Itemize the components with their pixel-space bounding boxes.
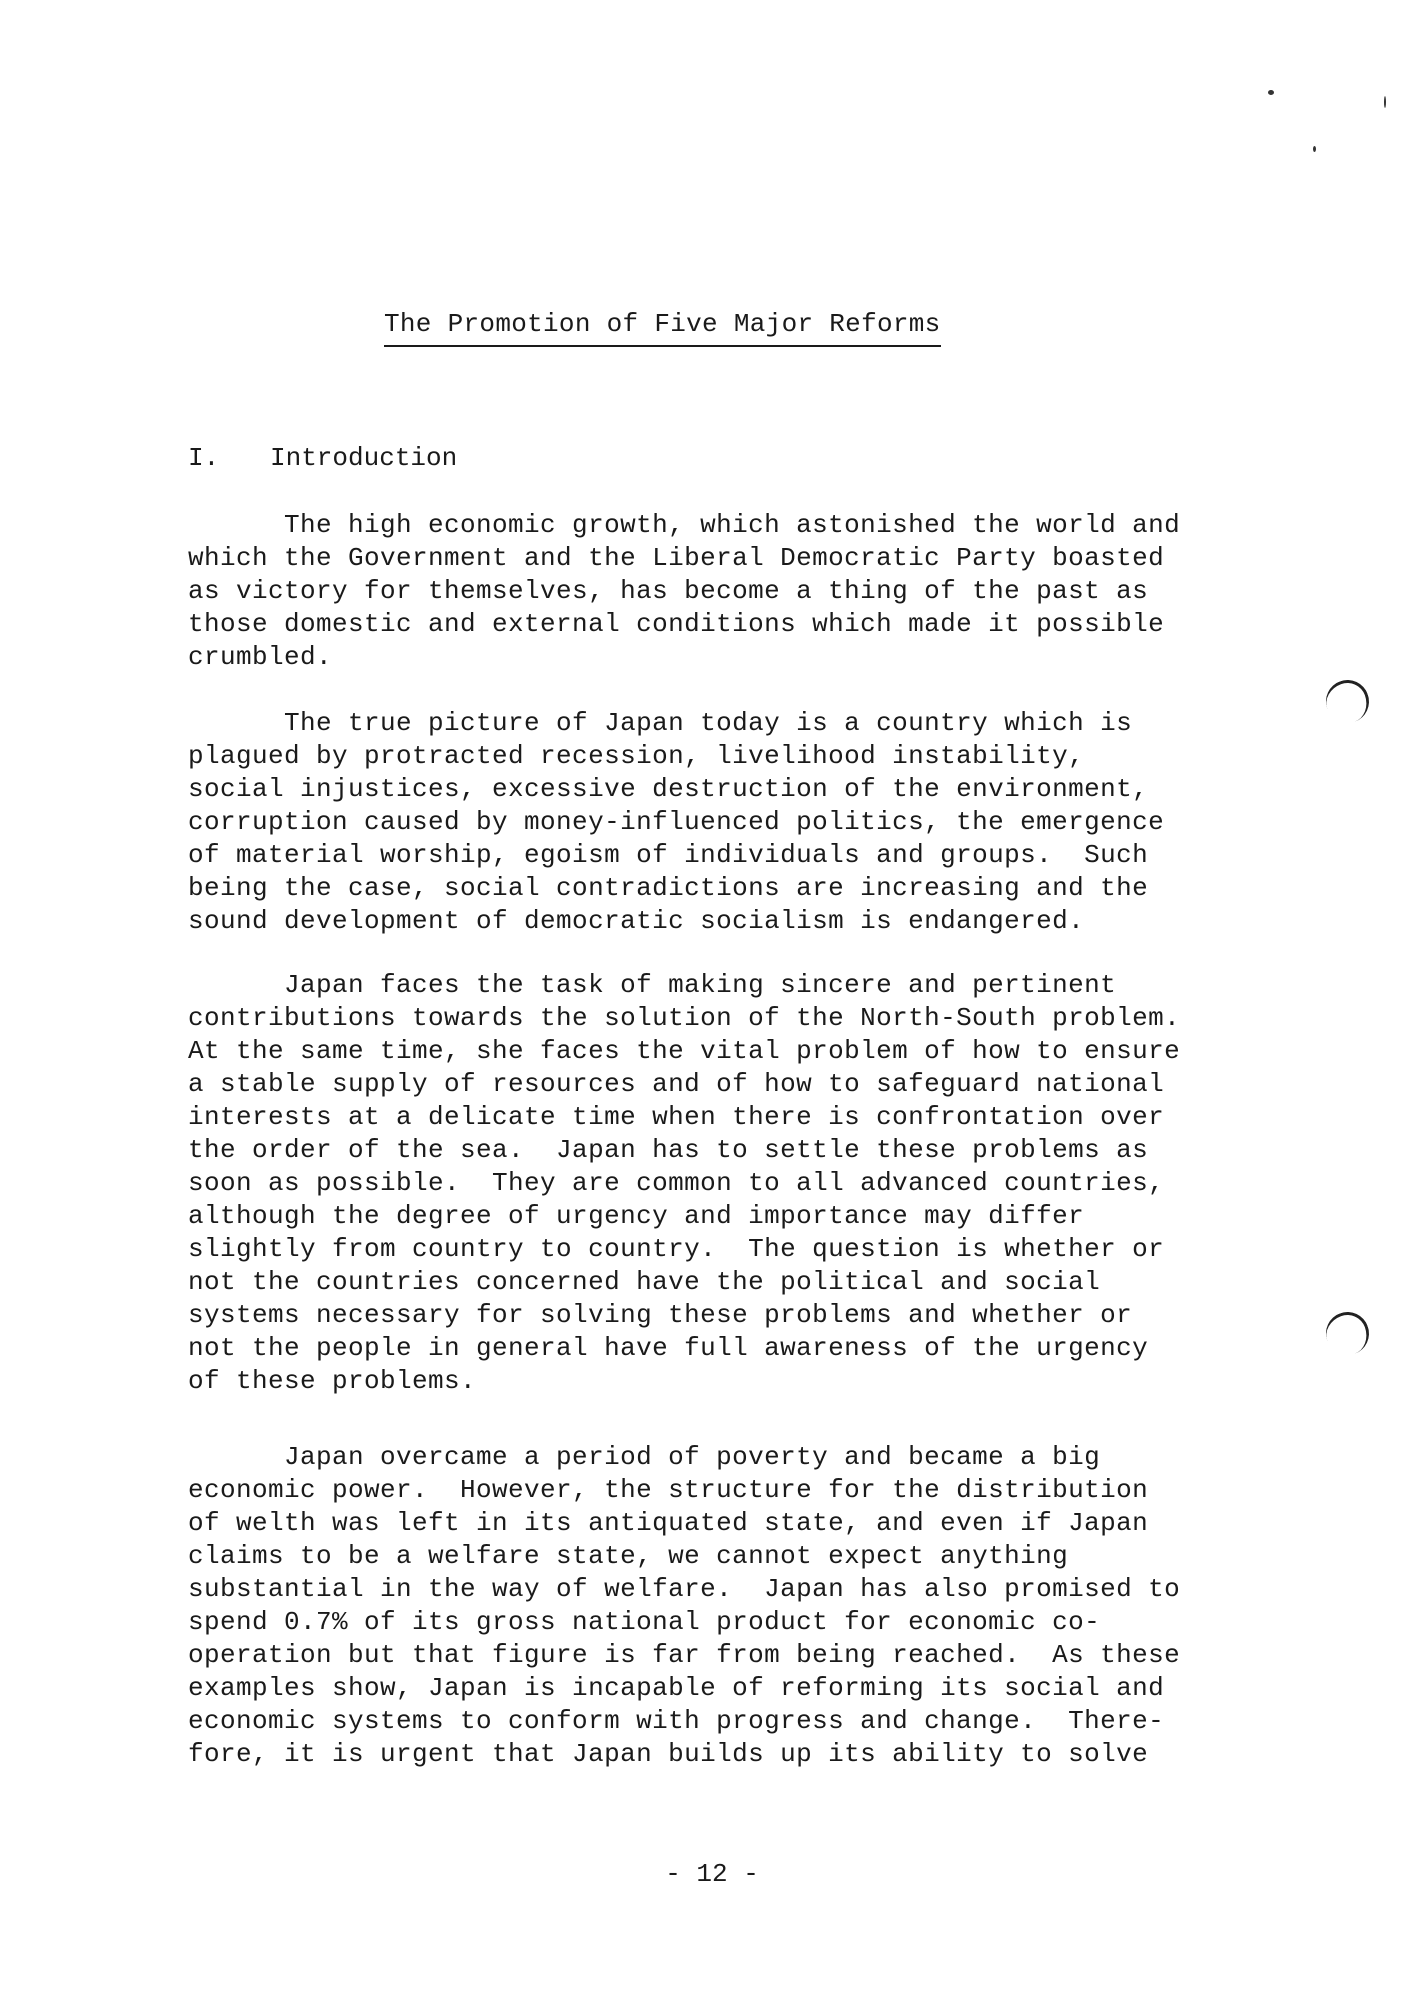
paragraph-4: Japan overcame a period of poverty and became a big economic power. However, the structure for the distribution of welth was left in its antiquated state, and even if Japan claims to be a welfare state, we cannot expect anything substantial in the way of welfare. Japan has also promised to spend 0.7% of its gross national product for economic co- operation but that figure is far from being reached. As these examples show, Japan is incapable of reforming its social and economic systems to conform with progress and change. There- fore, it is urgent that Japan builds up its ability to solve: [188, 1442, 1181, 1769]
section-heading: [188, 440, 457, 476]
scan-speck: [1313, 146, 1316, 152]
punch-hole-mark-upper: [1320, 674, 1375, 729]
section-title: Introduction: [270, 443, 458, 473]
paragraph-2: The true picture of Japan today is a country which is plagued by protracted recession, livelihood instability, social injustices, excessive destruction of the environment, corruption caused by money-influenced politics, the emergence of material worship, egoism of individuals and groups. Such being the case, social contradictions are increasing and the sound development of democratic socialism is endangered.: [188, 708, 1165, 936]
paragraph-1: The high economic growth, which astonished the world and which the Government and the Liberal Democratic Party boasted as victory for themselves, has become a thing of the past as those domestic and external conditions which made it possible crumbled.: [188, 510, 1181, 672]
section-number: I.: [188, 443, 220, 473]
paragraph-3: Japan faces the task of making sincere and pertinent contributions towards the solution of the North-South problem. At the same time, she faces the vital problem of how to ensure a stable supply of resources and of how to safeguard national interests at a delicate time when there is confrontation over the order of the sea. Japan has to settle these problems as soon as possible. They are common to all advanced countries, although the degree of urgency and importance may differ slightly from country to country. The question is whether or not the countries concerned have the political and social systems necessary for solving these problems and whether or not the people in general have full awareness of the urgency of these problems.: [188, 970, 1181, 1396]
page-number: - 12 -: [665, 1859, 759, 1889]
document-title: The Promotion of Five Major Reforms: [384, 306, 941, 347]
scan-speck: [1268, 90, 1274, 95]
punch-hole-mark-lower: [1320, 1306, 1375, 1361]
scan-speck: [1384, 96, 1386, 108]
